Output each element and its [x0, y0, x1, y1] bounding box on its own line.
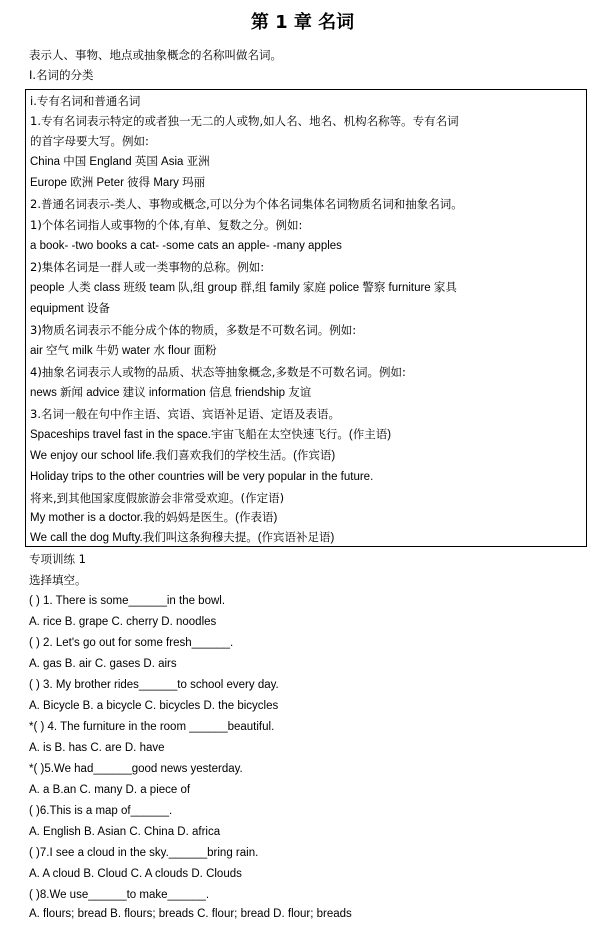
collective-noun-text: 2)集体名词是一群人或一类事物的总称。例如: [30, 260, 265, 274]
exercise-instruction: 选择填空。 [29, 573, 87, 587]
options-3: A. Bicycle B. a bicycle C. bicycles D. the bicycles [29, 700, 279, 712]
options-7: A. A cloud B. Cloud C. A clouds D. Clouds [29, 868, 242, 880]
box-heading: i.专有名词和普通名词 [30, 94, 141, 108]
abstract-noun-text: 4)抽象名词表示人或物的品质、状态等抽象概念,多数是不可数名词。例如: [30, 365, 406, 379]
question-1: ( ) 1. There is some______in the bowl. [29, 595, 226, 607]
example-sentence-3-translation: 将来,到其他国家度假旅游会非常受欢迎。(作定语) [30, 491, 285, 505]
question-6: ( )6.This is a map of______. [29, 805, 173, 817]
question-5: *( )5.We had______good news yesterday. [29, 763, 243, 775]
proper-noun-examples-2: Europe 欧洲 Peter 彼得 Mary 玛丽 [30, 177, 206, 189]
abstract-noun-examples: news 新闻 advice 建议 information 信息 friendship 友谊 [30, 387, 312, 399]
options-6: A. English B. Asian C. China D. africa [29, 826, 221, 838]
options-4: A. is B. has C. are D. have [29, 742, 165, 754]
common-noun-text: 2.普通名词表示-类人、事物或概念,可以分为个体名词集体名词物质名词和抽象名词。 [30, 197, 463, 211]
individual-noun-text: 1)个体名词指人或事物的个体,有单、复数之分。例如: [30, 218, 303, 232]
material-noun-text: 3)物质名词表示不能分成个体的物质，多数是不可数名词。例如: [30, 323, 357, 337]
definition-box [25, 89, 587, 547]
section-heading: I.名词的分类 [29, 68, 94, 82]
collective-noun-examples-1: people 人类 class 班级 team 队,组 group 群,组 family 家庭 police 警察 furniture 家具 [30, 282, 457, 294]
question-8: ( )8.We use______to make______. [29, 889, 210, 901]
question-4: *( ) 4. The furniture in the room ______beautiful. [29, 721, 275, 733]
exercise-heading: 专项训练 1 [29, 552, 86, 566]
options-1: A. rice B. grape C. cherry D. noodles [29, 616, 217, 628]
individual-noun-examples: a book- -two books a cat- -some cats an apple- -many apples [30, 240, 342, 252]
question-3: ( ) 3. My brother rides______to school every day. [29, 679, 279, 691]
question-2: ( ) 2. Let's go out for some fresh______. [29, 637, 234, 649]
collective-noun-examples-2: equipment 设备 [30, 303, 110, 315]
example-sentence-1: Spaceships travel fast in the space.宇宙飞船在太空快速飞行。(作主语) [30, 429, 392, 441]
options-8: A. flours; bread B. flours; breads C. flour; bread D. flour; breads [29, 908, 352, 920]
example-sentence-5: We call the dog Mufty.我们叫这条狗穆夫提。(作宾语补足语) [30, 532, 335, 544]
noun-function-text: 3.名词一般在句中作主语、宾语、宾语补足语、定语及表语。 [30, 407, 340, 421]
options-2: A. gas B. air C. gases D. airs [29, 658, 177, 670]
material-noun-examples: air 空气 milk 牛奶 water 水 flour 面粉 [30, 345, 217, 357]
proper-noun-text: 1.专有名词表示特定的或者独一无二的人或物,如人名、地名、机构名称等。专有名词 [30, 114, 459, 128]
intro-text: 表示人、事物、地点或抽象概念的名称叫做名词。 [29, 48, 282, 62]
example-sentence-2: We enjoy our school life.我们喜欢我们的学校生活。(作宾语) [30, 450, 336, 462]
options-5: A. a B.an C. many D. a piece of [29, 784, 191, 796]
question-7: ( )7.I see a cloud in the sky.______bring rain. [29, 847, 259, 859]
example-sentence-4: My mother is a doctor.我的妈妈是医生。(作表语) [30, 512, 278, 524]
proper-noun-examples-1: China 中国 England 英国 Asia 亚洲 [30, 156, 210, 168]
example-sentence-3: Holiday trips to the other countries will be very popular in the future. [30, 471, 374, 483]
proper-noun-text-2: 的首字母要大写。例如: [30, 134, 149, 148]
chapter-title: 第 1 章 名词 [250, 12, 355, 33]
